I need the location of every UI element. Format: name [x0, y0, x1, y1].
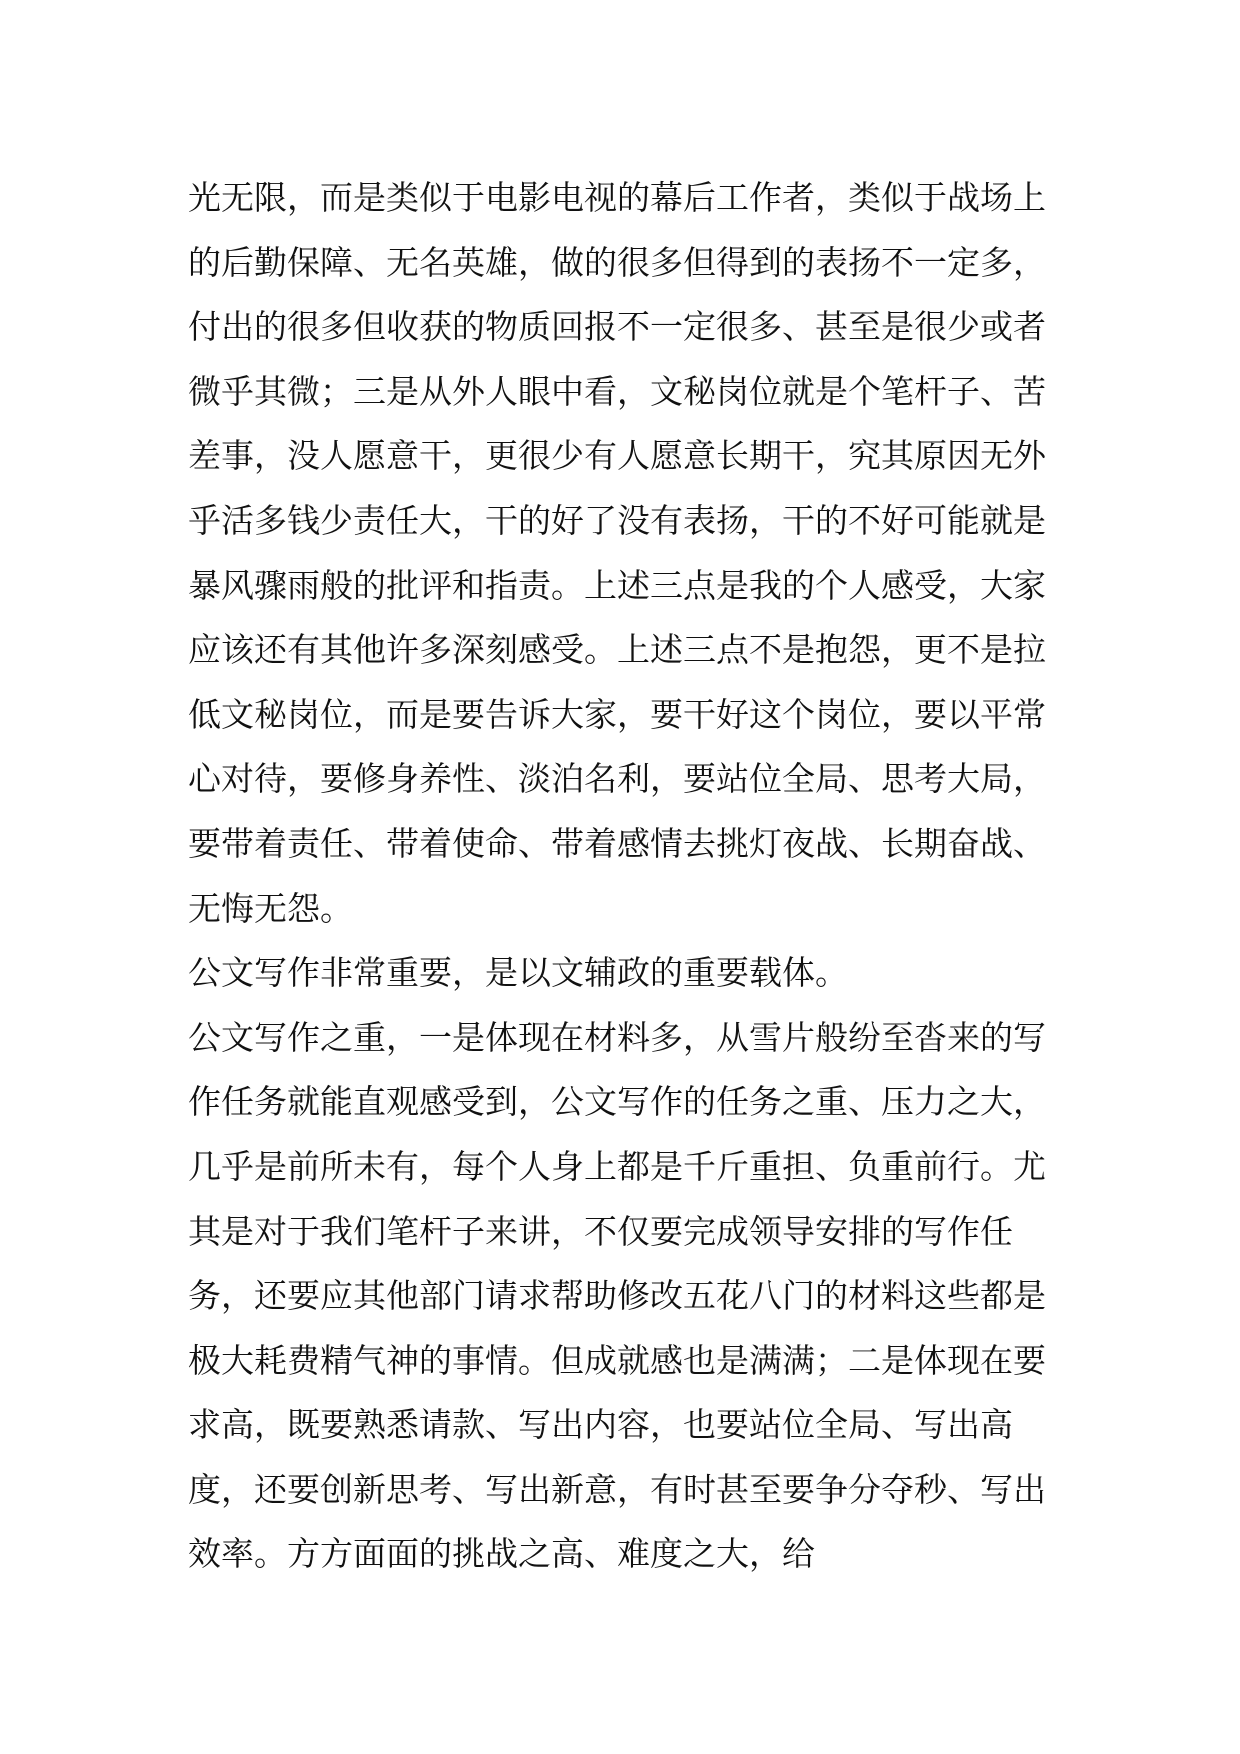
paragraph-3: 公文写作之重，一是体现在材料多，从雪片般纷至沓来的写作任务就能直观感受到，公文写作的任务之重、压力之大，几乎是前所未有，每个人身上都是千斤重担、负重前行。尤其是对于我们笔杆子来讲，不仅要完成领导安排的写作任务，还要应其他部门请求帮助修改五花八门的材料这些都是极大耗费精气神的事情。但成就感也是满满；二是体现在要求高，既要熟悉请款、写出内容，也要站位全局、写出高度，还要创新思考、写出新意，有时甚至要争分夺秒、写出效率。方方面面的挑战之高、难度之大，给	[188, 1017, 1046, 1574]
paragraph-2: 公文写作非常重要，是以文辅政的重要载体。	[188, 953, 848, 993]
paragraph-1: 光无限，而是类似于电影电视的幕后工作者，类似于战场上的后勤保障、无名英雄，做的很多但得到的表扬不一定多，付出的很多但收获的物质回报不一定很多、甚至是很少或者微乎其微；三是从外人眼中看，文秘岗位就是个笔杆子、苦差事，没人愿意干，更很少有人愿意长期干，究其原因无外乎活多钱少责任大，干的好了没有表扬，干的不好可能就是暴风骤雨般的批评和指责。上述三点是我的个人感受，大家应该还有其他许多深刻感受。上述三点不是抱怨，更不是拉低文秘岗位，而是要告诉大家，要干好这个岗位，要以平常心对待，要修身养性、淡泊名利，要站位全局、思考大局，要带着责任、带着使命、带着感情去挑灯夜战、长期奋战、无悔无怨。	[188, 178, 1046, 928]
document-body	[188, 166, 1058, 1587]
